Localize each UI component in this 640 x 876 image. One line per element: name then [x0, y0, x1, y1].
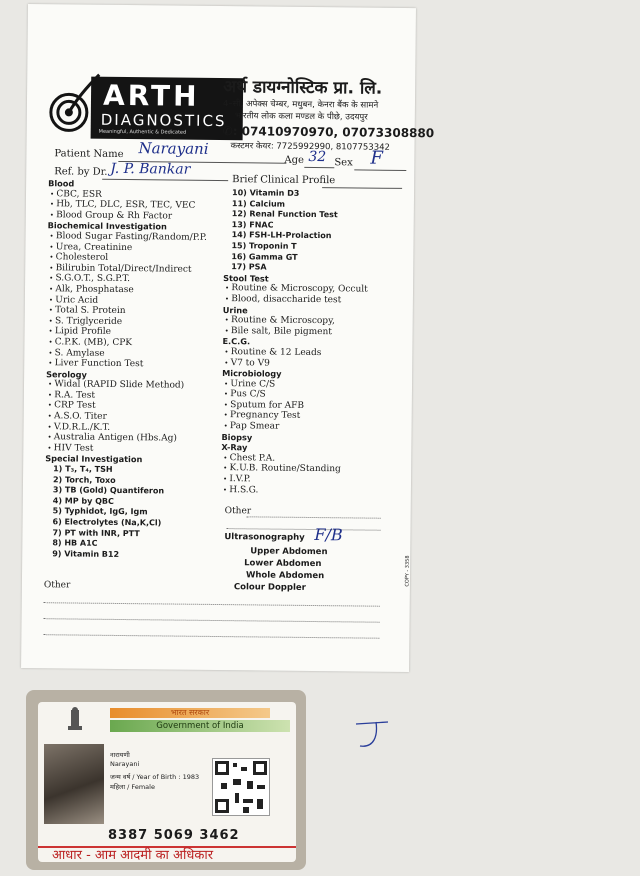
right-other-line: [247, 516, 381, 518]
right-test-item: 17) PSA: [231, 262, 267, 272]
aadhaar-card: [26, 690, 306, 870]
left-test-item: 7) PT with INR, PTT: [52, 527, 140, 538]
age-label: Age: [284, 154, 304, 166]
right-test-item: • Pregnancy Test: [222, 411, 392, 423]
right-section-heading: Urine: [222, 304, 248, 315]
left-section-heading: Special Investigation: [45, 453, 143, 465]
ref-by-label: Ref. by Dr.: [54, 166, 108, 178]
right-test-item: • Routine & 12 Leads: [222, 347, 392, 359]
left-test-item: • Widal (RAPID Slide Method): [46, 379, 226, 391]
government-hindi: भारत सरकार: [110, 708, 270, 718]
left-test-item: • R.A. Test: [46, 390, 226, 402]
logo-word-arth: ARTH: [102, 78, 200, 113]
right-test-item: • Sputum for AFB: [222, 400, 392, 412]
left-test-item: 2) Torch, Toxo: [52, 474, 116, 485]
left-test-item: • CRP Test: [46, 401, 226, 413]
ref-by-value: J. P. Bankar: [110, 160, 191, 178]
year-of-birth: जन्म वर्ष / Year of Birth : 1983: [110, 773, 200, 781]
left-test-item: • Blood Sugar Fasting/Random/P.P.: [48, 231, 228, 243]
right-test-item: • Routine & Microscopy, Occult: [223, 283, 393, 295]
ultrasonography-label: Ultrasonography: [224, 532, 305, 543]
left-test-item: • A.S.O. Titer: [46, 411, 226, 423]
age-line: [304, 167, 334, 168]
left-test-item: 9) Vitamin B12: [52, 549, 120, 559]
left-test-item: • S. Triglyceride: [47, 316, 227, 328]
left-section-heading: Biochemical Investigation: [47, 220, 167, 232]
right-test-item: • Chest P.A.: [221, 453, 391, 465]
patient-name-value: Narayani: [138, 139, 209, 158]
right-test-column: [221, 188, 394, 497]
customer-care: कस्टमर केयर: 7725992990, 8107753342: [230, 141, 391, 153]
copy-code: COPY - 3358: [404, 555, 411, 587]
right-section-heading: Biopsy: [221, 431, 253, 443]
patient-name-label: Patient Name: [54, 148, 124, 161]
right-other-label: Other: [224, 506, 252, 517]
sex-line: [354, 169, 406, 171]
left-test-item: • HIV Test: [45, 443, 225, 455]
right-test-item: • Blood, disaccharide test: [223, 294, 393, 306]
left-test-item: • S. Amylase: [46, 348, 226, 360]
left-section-heading: Serology: [46, 368, 87, 380]
left-test-item: • Blood Group & Rh Factor: [48, 210, 228, 222]
left-test-item: • Hb, TLC, DLC, ESR, TEC, VEC: [48, 199, 228, 211]
address-line-1: 4–सी, अपेक्स चेम्बर, मधुबन, केनरा बैंक के सामने: [222, 99, 379, 111]
sex-value: F: [370, 147, 384, 169]
logo-tagline: Meaningful, Authentic & Dedicated: [98, 128, 187, 136]
phone-numbers: ✆: 07410970970, 07073308880: [222, 124, 435, 141]
right-test-item: 12) Renal Function Test: [231, 209, 338, 220]
right-test-item: • H.S.G.: [221, 485, 391, 497]
left-test-item: • Bilirubin Total/Direct/Indirect: [47, 263, 227, 275]
right-test-item: • K.U.B. Routine/Standing: [221, 463, 391, 475]
left-test-item: • S.G.O.T., S.G.P.T.: [47, 274, 227, 286]
address-line-2: भारतीय लोक कला मण्डल के पीछे, उदयपुर: [234, 111, 368, 123]
holder-photo: [44, 744, 104, 824]
left-other-label: Other: [43, 580, 71, 591]
left-test-item: • Alk, Phosphatase: [47, 284, 227, 296]
right-test-item: • Pus C/S: [222, 389, 392, 401]
aadhaar-slogan: आधार - आम आदमी का अधिकार: [38, 846, 296, 862]
right-test-item: 15) Troponin T: [231, 241, 297, 251]
colour-doppler: Colour Doppler: [233, 582, 306, 593]
right-test-item: • Urine C/S: [222, 379, 392, 391]
age-value: 32: [308, 148, 327, 166]
company-name-hindi: अर्थ डायग्नोस्टिक प्रा. लि.: [223, 77, 383, 99]
right-test-item: • V7 to V9: [222, 358, 392, 370]
left-test-item: 3) TB (Gold) Quantiferon: [52, 485, 165, 496]
gender: महिला / Female: [110, 783, 155, 791]
right-test-item: • Bile salt, Bile pigment: [223, 326, 393, 338]
left-test-item: 1) T₃, T₄, TSH: [53, 464, 113, 474]
right-test-item: 14) FSH-LH-Prolaction: [231, 230, 332, 241]
ultrasonography-handwritten: F/B: [314, 525, 343, 545]
right-test-item: 10) Vitamin D3: [231, 188, 300, 198]
emblem-icon: [62, 706, 88, 736]
left-test-item: • Uric Acid: [47, 295, 227, 307]
right-other-line-2: [227, 528, 381, 531]
left-test-item: • Liver Function Test: [46, 358, 226, 370]
right-section-heading: Microbiology: [222, 368, 282, 379]
phone-icon: ✆: [222, 124, 233, 139]
left-test-item: • Lipid Profile: [47, 327, 227, 339]
right-test-item: • Routine & Microscopy,: [223, 315, 393, 327]
left-section-heading: Blood: [48, 178, 75, 189]
left-test-item: • CBC, ESR: [48, 189, 228, 201]
left-test-column: [44, 178, 228, 561]
left-test-item: • V.D.R.L./K.T.: [46, 422, 226, 434]
upper-abdomen: Upper Abdomen: [250, 546, 328, 558]
right-test-item: 11) Calcium: [231, 198, 286, 209]
right-test-item: 16) Gamma GT: [231, 251, 298, 262]
qr-code-icon: [212, 758, 270, 816]
aadhaar-card-face: [38, 702, 296, 862]
left-test-item: • Urea, Creatinine: [47, 242, 227, 254]
left-test-item: • Cholesterol: [47, 252, 227, 264]
holder-name-hindi: नारायणी: [110, 751, 130, 759]
other-line-2: [44, 618, 380, 623]
right-section-heading: Stool Test: [223, 272, 269, 284]
other-line-1: [44, 602, 380, 607]
government-english: Government of India: [110, 720, 290, 732]
left-test-item: 8) HB A1C: [52, 538, 98, 548]
right-section-heading: E.C.G.: [222, 336, 251, 347]
lab-requisition-form: [21, 4, 435, 672]
right-test-item: • Pap Smear: [222, 421, 392, 433]
left-test-item: 4) MP by QBC: [52, 496, 114, 506]
left-test-item: • C.P.K. (MB), CPK: [46, 337, 226, 349]
other-line-3: [43, 634, 379, 639]
left-test-item: • Australia Antigen (Hbs.Ag): [45, 432, 225, 444]
right-test-item: • I.V.P.: [221, 474, 391, 486]
lower-abdomen: Lower Abdomen: [244, 558, 322, 570]
right-section-heading: X-Ray: [221, 442, 248, 453]
arth-logo: [91, 77, 244, 141]
logo-word-diagnostics: DIAGNOSTICS: [100, 110, 227, 131]
left-test-item: 5) Typhidot, IgG, Igm: [52, 506, 148, 517]
left-test-item: 6) Electrolytes (Na,K,Cl): [52, 517, 162, 528]
sex-label: Sex: [334, 157, 353, 169]
whole-abdomen: Whole Abdomen: [245, 570, 325, 582]
clinical-profile-label: Brief Clinical Profile: [232, 174, 336, 187]
holder-name: Narayani: [110, 760, 140, 768]
pen-mark: [348, 718, 394, 754]
right-test-item: 13) FNAC: [231, 219, 274, 230]
left-test-item: • Total S. Protein: [47, 305, 227, 317]
aadhaar-number: 8387 5069 3462: [108, 828, 240, 843]
